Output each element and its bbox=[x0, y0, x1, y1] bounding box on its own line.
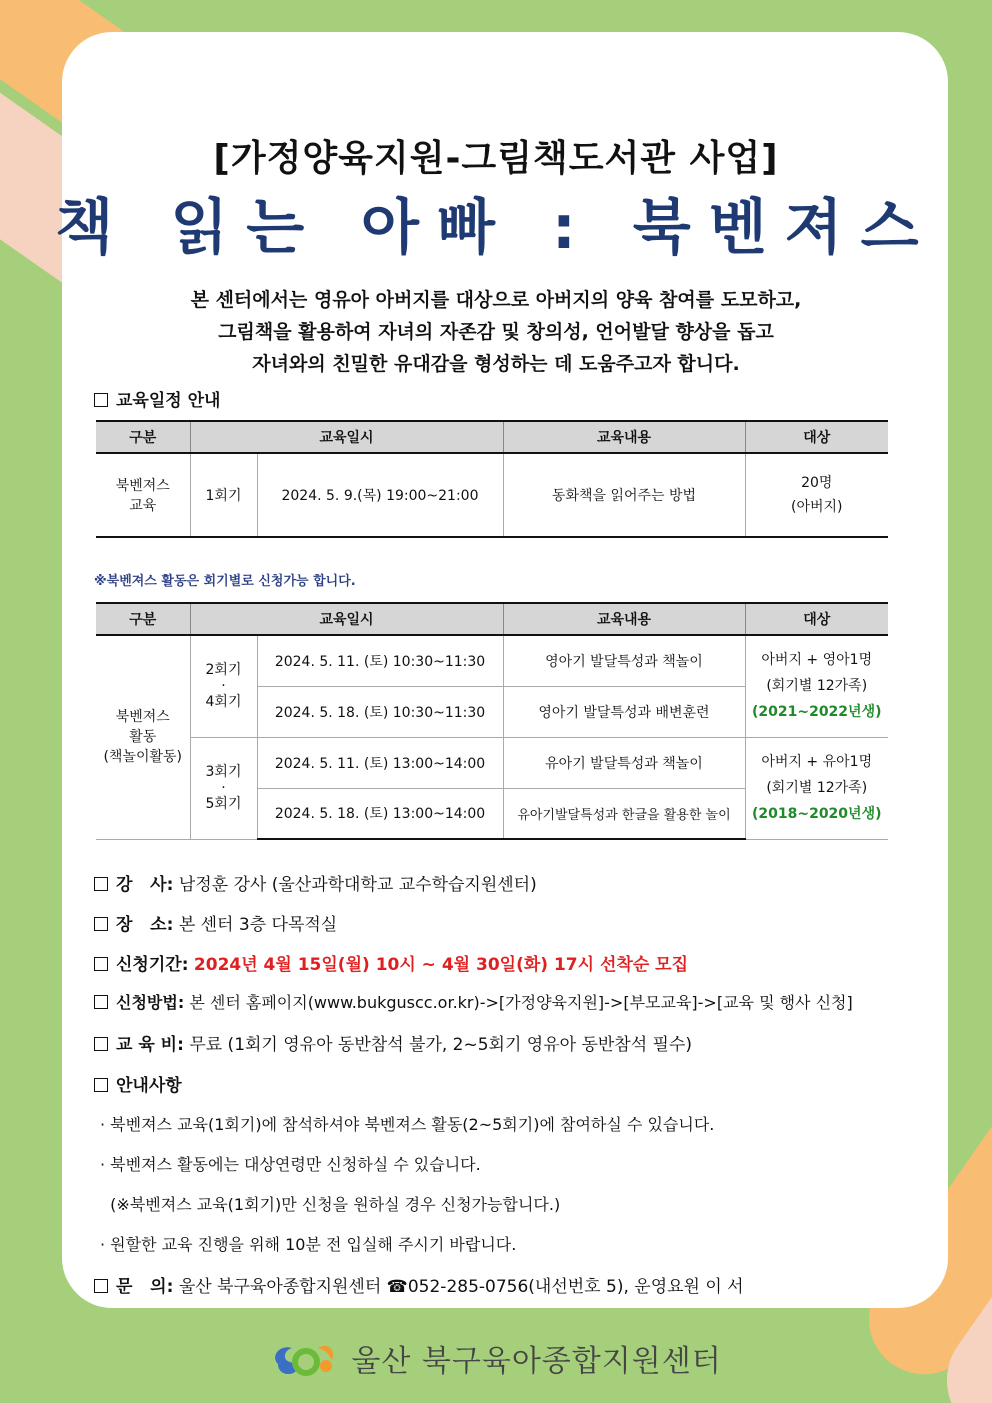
info-place: 장 소: 본 센터 3층 다목적실 bbox=[94, 910, 337, 935]
checkbox-icon bbox=[94, 957, 108, 971]
target-text: 아버지 + 영아1명 (회기별 12가족) bbox=[761, 652, 873, 695]
checkbox-icon bbox=[94, 877, 108, 891]
table-cell-datetime: 2024. 5. 18. (토) 13:00~14:00 bbox=[257, 788, 503, 839]
checkbox-icon bbox=[94, 1037, 108, 1051]
notice-item: · 북벤져스 교육(1회기)에 참석하셔야 북벤져스 활동(2~5회기)에 참여하실 수 있습니다. bbox=[100, 1115, 715, 1134]
info-notice-heading: 안내사항 bbox=[94, 1071, 182, 1096]
table-cell-target bbox=[745, 737, 888, 839]
table-cell-datetime: 2024. 5. 18. (토) 10:30~11:30 bbox=[257, 686, 503, 737]
table-cell-content: 유아기 발달특성과 책놀이 bbox=[503, 737, 745, 788]
info-period: 신청기간: 2024년 4월 15일(월) 10시 ~ 4월 30일(화) 17시 선착순 모집 bbox=[94, 950, 688, 975]
intro-line: 본 센터에서는 영유아 아버지를 대상으로 아버지의 양육 참여를 도모하고, bbox=[190, 289, 802, 311]
checkbox-icon bbox=[94, 393, 108, 407]
table-cell-target bbox=[745, 635, 888, 737]
info-fee: 교 육 비: 무료 (1회기 영유아 동반참석 불가, 2~5회기 영유아 동반참석 필수) bbox=[94, 1030, 692, 1055]
table-header: 구분 bbox=[96, 421, 190, 453]
notice-item: · 북벤져스 활동에는 대상연령만 신청하실 수 있습니다. bbox=[100, 1155, 481, 1174]
intro-text bbox=[0, 284, 992, 380]
notice-item: (※북벤져스 교육(1회기)만 신청을 원하실 경우 신청가능합니다.) bbox=[100, 1195, 561, 1214]
page-title: [가정양육지원-그림책도서관 사업] bbox=[213, 138, 779, 179]
table-cell-datetime: 2024. 5. 11. (토) 10:30~11:30 bbox=[257, 635, 503, 686]
footer-text: 울산 북구육아종합지원센터 bbox=[351, 1344, 722, 1379]
table-cell-content: 유아기발달특성과 한글을 활용한 놀이 bbox=[503, 788, 745, 839]
table-cell-session: 3회기 · 5회기 bbox=[190, 737, 257, 839]
table-cell-session: 2회기 · 4회기 bbox=[190, 635, 257, 737]
schedule-heading: 교육일정 안내 bbox=[94, 386, 220, 411]
table-cell-session: 1회기 bbox=[190, 453, 257, 537]
notice-item: · 원할한 교육 진행을 위해 10분 전 입실해 주시기 바랍니다. bbox=[100, 1235, 517, 1254]
schedule-table-2 bbox=[96, 602, 888, 840]
center-logo-icon bbox=[270, 1334, 340, 1382]
target-years: (2021~2022년생) bbox=[751, 704, 882, 721]
table-header: 대상 bbox=[745, 603, 888, 635]
info-contact: 문 의: 울산 북구육아종합지원센터 ☎052-285-0756(내선번호 5), 운영요원 이 서 bbox=[94, 1272, 744, 1297]
target-text: 아버지 + 유아1명 (회기별 12가족) bbox=[761, 754, 873, 796]
checkbox-icon bbox=[94, 995, 108, 1009]
intro-line: 자녀와의 친밀한 유대감을 형성하는 데 도움주고자 합니다. bbox=[252, 353, 740, 375]
intro-line: 그림책을 활용하여 자녀의 자존감 및 창의성, 언어발달 향상을 돕고 bbox=[218, 321, 774, 343]
table-header: 구분 bbox=[96, 603, 190, 635]
table-header: 대상 bbox=[745, 421, 888, 453]
table-header: 교육일시 bbox=[190, 421, 503, 453]
table-cell-content: 영아기 발달특성과 배변훈련 bbox=[503, 686, 745, 737]
table-header: 교육내용 bbox=[503, 603, 745, 635]
info-method: 신청방법: 본 센터 홈페이지(www.bukguscc.or.kr)->[가정양육지원]->[부모교육]->[교육 및 행사 신청] bbox=[94, 990, 853, 1013]
checkbox-icon bbox=[94, 1279, 108, 1293]
page-subtitle: 책 읽는 아빠 : 북벤져스 bbox=[55, 193, 937, 263]
table-cell-content: 동화책을 읽어주는 방법 bbox=[503, 453, 745, 537]
table-header: 교육일시 bbox=[190, 603, 503, 635]
table-cell-datetime: 2024. 5. 11. (토) 13:00~14:00 bbox=[257, 737, 503, 788]
table-cell-category: 북벤져스 활동 (책놀이활동) bbox=[96, 635, 190, 839]
target-years: (2018~2020년생) bbox=[751, 806, 882, 822]
info-instructor: 강 사: 남정훈 강사 (울산과학대학교 교수학습지원센터) bbox=[94, 870, 537, 895]
table-header: 교육내용 bbox=[503, 421, 745, 453]
table-cell-datetime: 2024. 5. 9.(목) 19:00~21:00 bbox=[257, 453, 503, 537]
table-cell-category: 북벤져스 교육 bbox=[96, 453, 190, 537]
table-cell-content: 영아기 발달특성과 책놀이 bbox=[503, 635, 745, 686]
footer bbox=[0, 1334, 992, 1382]
note-text: ※북벤져스 활동은 회기별로 신청가능 합니다. bbox=[94, 574, 356, 589]
table-cell-target: 20명 (아버지) bbox=[745, 453, 888, 537]
checkbox-icon bbox=[94, 917, 108, 931]
schedule-table-1 bbox=[96, 420, 888, 538]
checkbox-icon bbox=[94, 1078, 108, 1092]
